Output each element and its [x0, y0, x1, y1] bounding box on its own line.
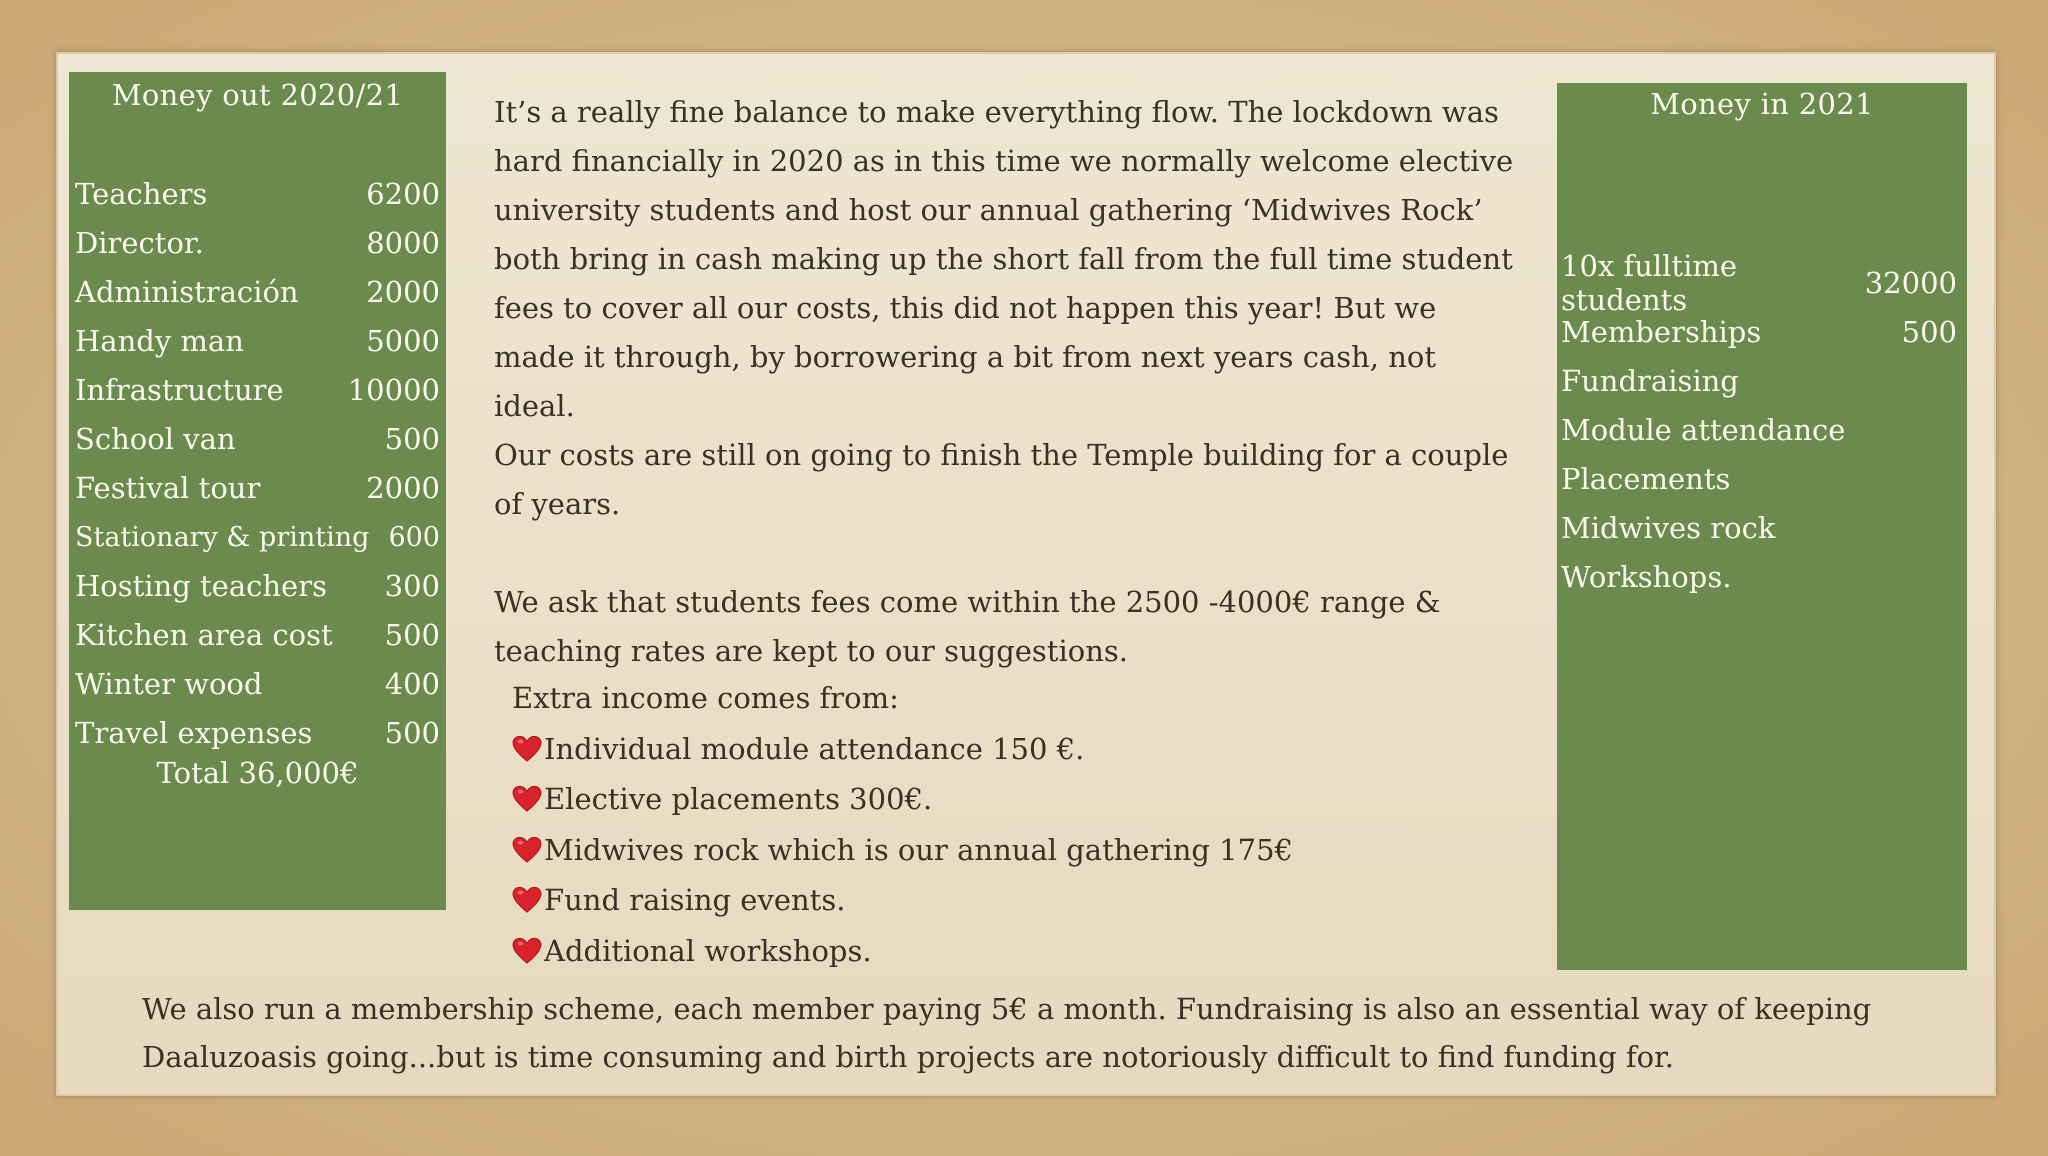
- money-out-row: [75, 319, 440, 363]
- income-label: Placements: [1561, 461, 1731, 496]
- expense-amount: 500: [384, 618, 440, 652]
- expense-label: Director.: [75, 226, 204, 260]
- income-label: Workshops.: [1561, 559, 1732, 594]
- money-in-panel: [1557, 83, 1967, 970]
- money-out-title: Money out 2020/21: [111, 78, 404, 112]
- extra-income-heading: Extra income comes from:: [512, 681, 899, 716]
- money-in-row: [1561, 248, 1957, 317]
- list-item: [512, 875, 1412, 926]
- income-label: Module attendance: [1561, 412, 1846, 447]
- money-out-row: [75, 515, 440, 559]
- expense-label: Infrastructure: [75, 373, 284, 407]
- expense-amount: 5000: [366, 324, 440, 358]
- expense-amount: 2000: [366, 275, 440, 309]
- heart-icon: [512, 886, 542, 914]
- money-out-row: [75, 172, 440, 216]
- main-text: [494, 88, 1524, 676]
- expense-label: Winter wood: [75, 667, 263, 701]
- expense-label: Travel expenses: [75, 716, 313, 750]
- expense-amount: 500: [384, 716, 440, 750]
- money-in-row: [1561, 405, 1957, 454]
- list-item: [512, 774, 1412, 825]
- income-label: Fundraising: [1561, 363, 1739, 398]
- money-out-row: [75, 221, 440, 265]
- list-item: [512, 825, 1412, 876]
- money-in-row: [1561, 552, 1957, 601]
- expense-amount: 300: [384, 569, 440, 603]
- heart-icon: [512, 937, 542, 965]
- expense-amount: 8000: [366, 226, 440, 260]
- expense-label: Teachers: [75, 177, 208, 211]
- expense-amount: 400: [384, 667, 440, 701]
- money-in-row: [1561, 503, 1957, 552]
- money-out-panel: [69, 72, 446, 910]
- money-in-row: [1561, 356, 1957, 405]
- extra-income-item: Fund raising events.: [544, 883, 846, 918]
- money-out-row: [75, 466, 440, 510]
- income-label: Midwives rock: [1561, 510, 1776, 545]
- money-out-row: [75, 270, 440, 314]
- paragraph-spacer: [494, 529, 1524, 578]
- money-out-row: [75, 417, 440, 461]
- money-out-row: [75, 368, 440, 412]
- income-amount: 32000: [1864, 265, 1957, 300]
- heart-icon: [512, 836, 542, 864]
- paragraph-balance: It’s a really fine balance to make everything flow. The lockdown was hard financially in 2020 as in this time we normally welcome elective university students and host our annual gathering ‘Midwives Rock’ both bring in cash making up the short fall from the full time student fees to cover all our costs, this did not happen this year! But we made it through, by borrowering a bit from next years cash, not ideal.: [494, 95, 1514, 423]
- expense-amount: 6200: [366, 177, 440, 211]
- income-label: 10x fulltime students: [1561, 248, 1738, 317]
- footer-note: We also run a membership scheme, each member paying 5€ a month. Fundraising is also an essential way of keeping Daaluzoasis going...but is time consuming and birth projects are notoriously difficult to find funding for.: [142, 992, 1872, 1074]
- money-out-total: Total 36,000€: [156, 756, 359, 790]
- heart-icon: [512, 785, 542, 813]
- expense-label: Kitchen area cost: [75, 618, 333, 652]
- extra-income-list: [512, 673, 1412, 976]
- list-item: [512, 724, 1412, 775]
- expense-label: Festival tour: [75, 471, 261, 505]
- list-item: [512, 926, 1412, 977]
- paragraph-fees: We ask that students fees come within the 2500 -4000€ range & teaching rates are kept to our suggestions.: [494, 585, 1441, 668]
- income-amount: 500: [1901, 314, 1957, 349]
- extra-income-item: Additional workshops.: [544, 933, 872, 968]
- money-in-row: [1561, 307, 1957, 356]
- money-out-row: [75, 613, 440, 657]
- money-out-row: [75, 564, 440, 608]
- expense-amount: 10000: [347, 373, 440, 407]
- extra-income-item: Elective placements 300€.: [544, 782, 933, 817]
- extra-income-item: Midwives rock which is our annual gathering 175€: [544, 832, 1293, 867]
- expense-label: Administración: [75, 275, 299, 309]
- income-label: Memberships: [1561, 314, 1762, 349]
- expense-amount: 600: [388, 521, 440, 553]
- extra-income-item: Individual module attendance 150 €.: [544, 731, 1085, 766]
- money-in-title: Money in 2021: [1650, 87, 1874, 121]
- money-in-list: [1561, 248, 1957, 601]
- money-out-row: [75, 662, 440, 706]
- heart-icon: [512, 735, 542, 763]
- expense-label: Handy man: [75, 324, 244, 358]
- money-out-row: [75, 711, 440, 755]
- expense-label: Stationary & printing: [75, 521, 370, 553]
- expense-amount: 2000: [366, 471, 440, 505]
- expense-label: School van: [75, 422, 236, 456]
- expense-amount: 500: [384, 422, 440, 456]
- money-in-row: [1561, 454, 1957, 503]
- paragraph-costs: Our costs are still on going to finish the Temple building for a couple of years.: [494, 438, 1509, 521]
- expense-label: Hosting teachers: [75, 569, 327, 603]
